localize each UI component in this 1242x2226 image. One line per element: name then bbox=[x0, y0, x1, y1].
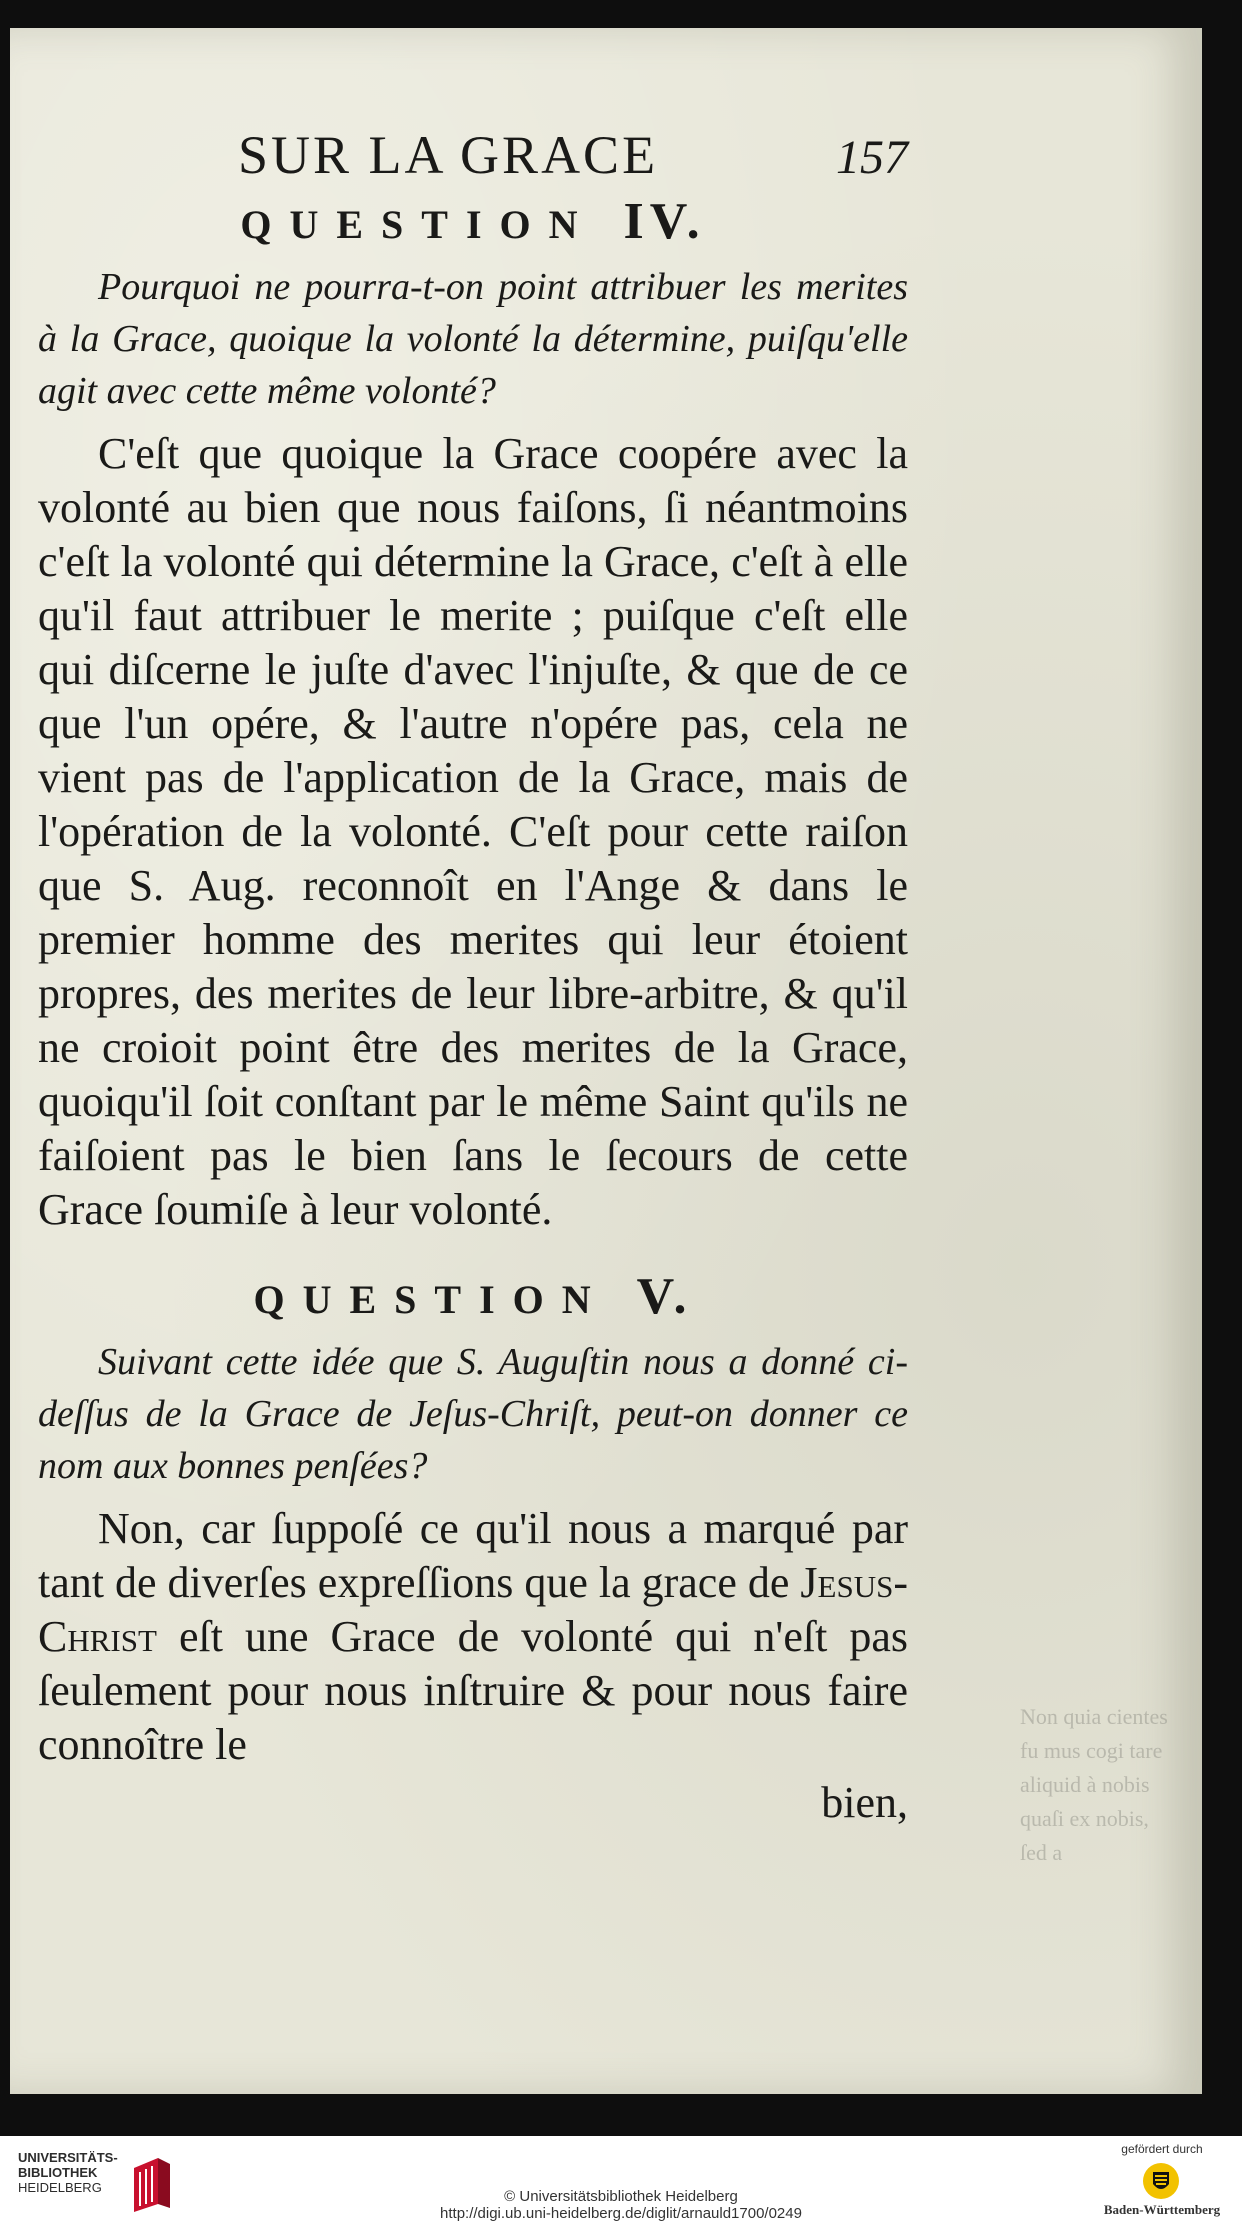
footer-bar bbox=[0, 2136, 1242, 2226]
sponsor-name: Baden-Württemberg bbox=[1103, 2202, 1221, 2217]
sponsor-block[interactable] bbox=[1092, 2142, 1232, 2218]
question-iv-prompt: Pourquoi ne pourra-t-on point attribuer les merites à la Grace, quoique la volonté la détermine, puiſqu'elle agit avec cette même volonté? bbox=[38, 266, 908, 412]
question-v-prompt: Suivant cette idée que S. Auguſtin nous a donné ci-deſſus de la Grace de Jeſus-Chriſt, peut-on donner ce nom aux bonnes penſées? bbox=[38, 1341, 908, 1487]
question-word: QUESTION bbox=[253, 1277, 609, 1322]
answer-v-paragraph bbox=[38, 1502, 908, 1772]
answer-v-text-1: Non, car ſuppoſé ce qu'il nous a marqué par tant de diverſes expreſſions que la grace de bbox=[38, 1504, 908, 1607]
question-word: QUESTION bbox=[240, 202, 596, 247]
library-name-line: HEIDELBERG bbox=[18, 2180, 102, 2195]
library-name-line: BIBLIOTHEK bbox=[18, 2165, 98, 2180]
question-iv-heading bbox=[38, 192, 908, 255]
copyright-block bbox=[0, 2188, 1242, 2222]
jesus-christ-smallcaps: Jesus-Christ bbox=[38, 1558, 908, 1661]
show-through-margin-note: Non quia cientes fu mus cogi tare aliquid à nobis quaſi ex nobis, ſed a bbox=[1020, 1704, 1168, 1865]
book-page bbox=[10, 28, 1202, 2094]
question-number: IV. bbox=[623, 193, 706, 250]
answer-v-text-2: eſt une Grace de volonté qui n'eſt pas ſeulement pour nous inſtruire & pour nous faire connoître le bbox=[38, 1612, 908, 1769]
sponsor-label: gefördert durch bbox=[1121, 2142, 1203, 2156]
copyright-text: © Universitätsbibliothek Heidelberg bbox=[504, 2188, 738, 2205]
library-name-line: UNIVERSITÄTS- bbox=[18, 2150, 118, 2165]
answer-iv-paragraph: C'eſt que quoique la Grace coopére avec la volonté au bien que nous faiſons, ſi néantmoins c'eſt la volonté qui détermine la Grace, c'eſt à elle qu'il faut attribuer le merite ; puiſque c'eſt elle qui diſcerne le juſte d'avec l'injuſte, & que de ce que l'un opére, & l'autre n'opére pas, cela ne vient pas de l'application de la Grace, mais de l'opération de la volonté. C'eſt pour cette raiſon que S. Aug. reconnoît en l'Ange & dans le premier homme des merites qui leur étoient propres, des merites de leur libre-arbitre, & qu'il ne croioit point être des merites de la Grace, quoiqu'il ſoit conſtant par le même Saint qu'ils ne faiſoient pas le bien ſans le ſecours de cette Grace ſoumiſe à leur volonté. bbox=[38, 429, 908, 1234]
running-head bbox=[38, 102, 908, 192]
question-v-heading bbox=[38, 1267, 908, 1330]
question-number: V. bbox=[636, 1268, 693, 1325]
state-crest-icon bbox=[1142, 2162, 1180, 2200]
text-column bbox=[38, 102, 908, 1830]
catchword: bien, bbox=[821, 1778, 908, 1827]
running-title: SUR LA GRACE bbox=[238, 125, 659, 185]
permalink[interactable]: http://digi.ub.uni-heidelberg.de/diglit/arnauld1700/0249 bbox=[440, 2205, 802, 2222]
page-number: 157 bbox=[836, 131, 908, 184]
